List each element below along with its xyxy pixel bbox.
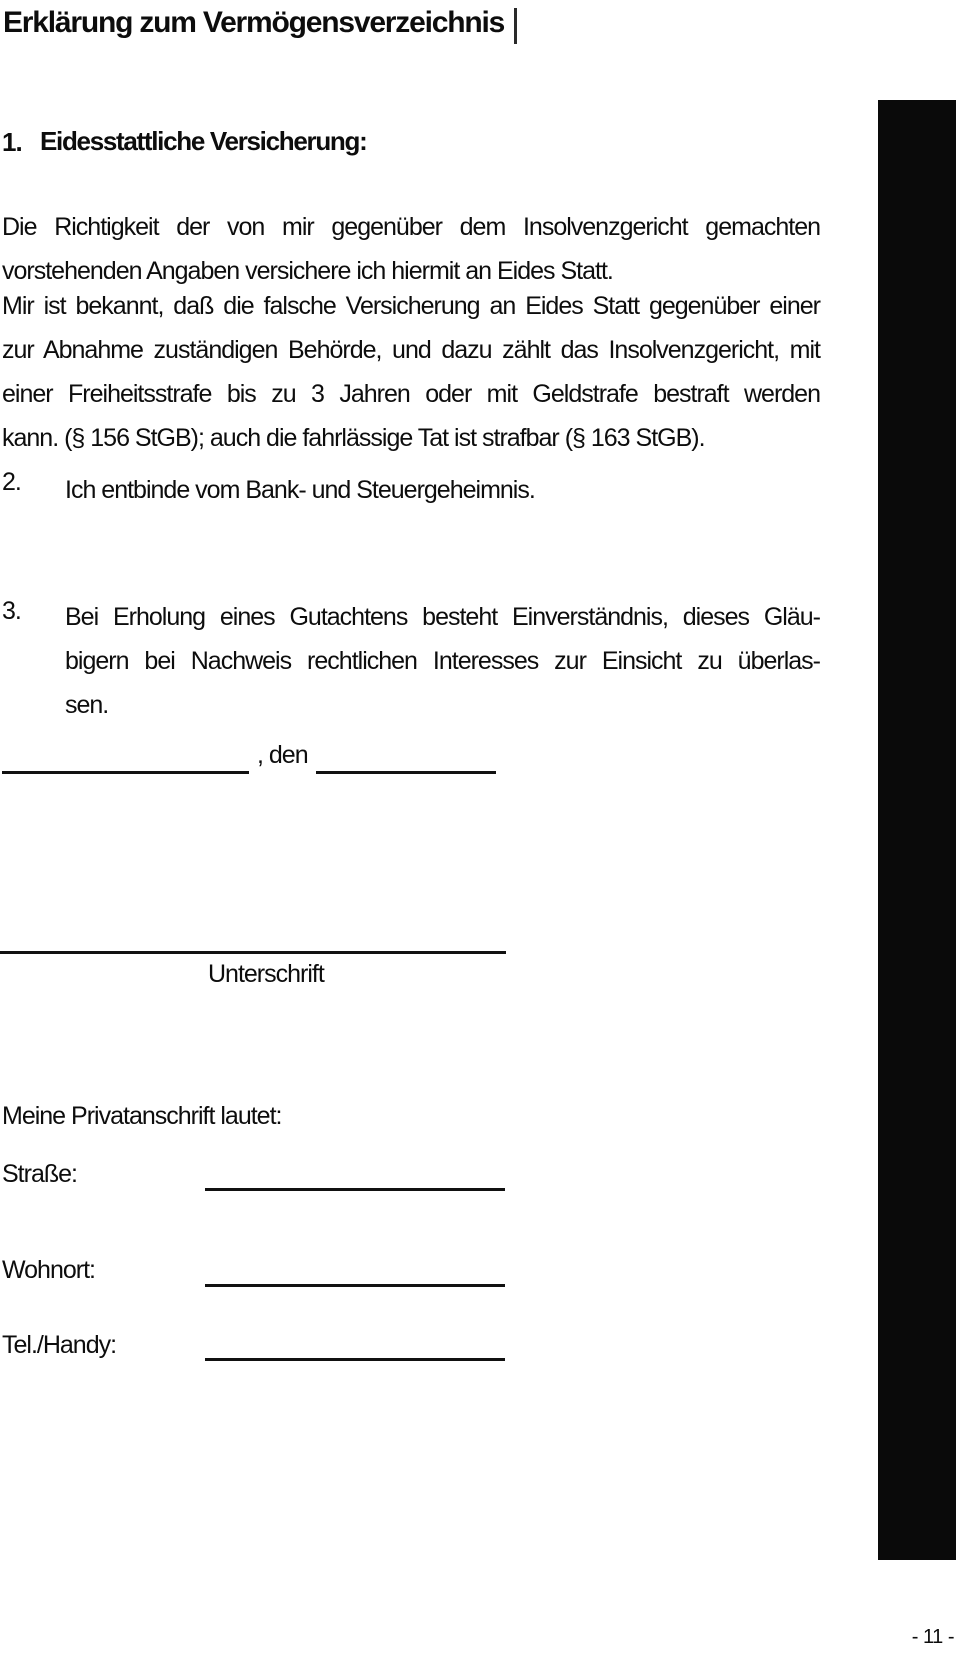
text-line: kann. (§ 156 StGB); auch die fahrlässige Tat ist strafbar (§ 163 StGB). xyxy=(2,424,705,452)
page-title: Erklärung zum Vermögensverzeichnis xyxy=(3,6,505,39)
street-label: Straße: xyxy=(2,1160,77,1188)
signature-line[interactable] xyxy=(0,951,506,954)
section-1-heading: Eidesstattliche Versicherung: xyxy=(40,126,367,156)
section-2-text: Ich entbinde vom Bank- und Steuergeheimnis. xyxy=(65,476,535,504)
text-line: Die Richtigkeit der von mir gegenüber dem Insolvenzgericht gemachten xyxy=(2,213,820,241)
section-1-number: 1. xyxy=(2,127,22,157)
text-line: vorstehenden Angaben versichere ich hiermit an Eides Statt. xyxy=(2,257,613,285)
street-blank-line[interactable] xyxy=(205,1188,505,1191)
text-line: Mir ist bekannt, daß die falsche Versicherung an Eides Statt gegenüber einer xyxy=(2,292,820,320)
right-edge-bar xyxy=(878,100,956,1560)
signature-label: Unterschrift xyxy=(208,960,324,988)
place-blank-line[interactable] xyxy=(2,741,249,774)
page-number: - 11 - xyxy=(911,1626,954,1648)
text-line: einer Freiheitsstrafe bis zu 3 Jahren oder mit Geldstrafe bestraft werden xyxy=(2,380,820,408)
section-2-number: 2. xyxy=(2,468,21,496)
text-line: Bei Erholung eines Gutachtens besteht Einverständnis, dieses Gläu- xyxy=(65,603,820,631)
section-3-text xyxy=(65,595,820,727)
text-line: zur Abnahme zuständigen Behörde, und dazu zählt das Insolvenzgericht, mit xyxy=(2,336,820,364)
text-line: bigern bei Nachweis rechtlichen Interesses zur Einsicht zu überlas- xyxy=(65,647,820,675)
phone-label: Tel./Handy: xyxy=(2,1331,117,1359)
paragraph-penalty xyxy=(2,284,820,460)
city-label: Wohnort: xyxy=(2,1256,95,1284)
paragraph-oath xyxy=(2,205,820,293)
section-3-number: 3. xyxy=(2,597,21,625)
vertical-mark xyxy=(514,8,517,44)
text-line: sen. xyxy=(65,691,109,719)
date-blank-line[interactable] xyxy=(316,741,496,774)
city-blank-line[interactable] xyxy=(205,1284,505,1287)
date-separator: , den xyxy=(257,741,308,769)
phone-blank-line[interactable] xyxy=(205,1358,505,1361)
address-intro: Meine Privatanschrift lautet: xyxy=(2,1102,282,1130)
